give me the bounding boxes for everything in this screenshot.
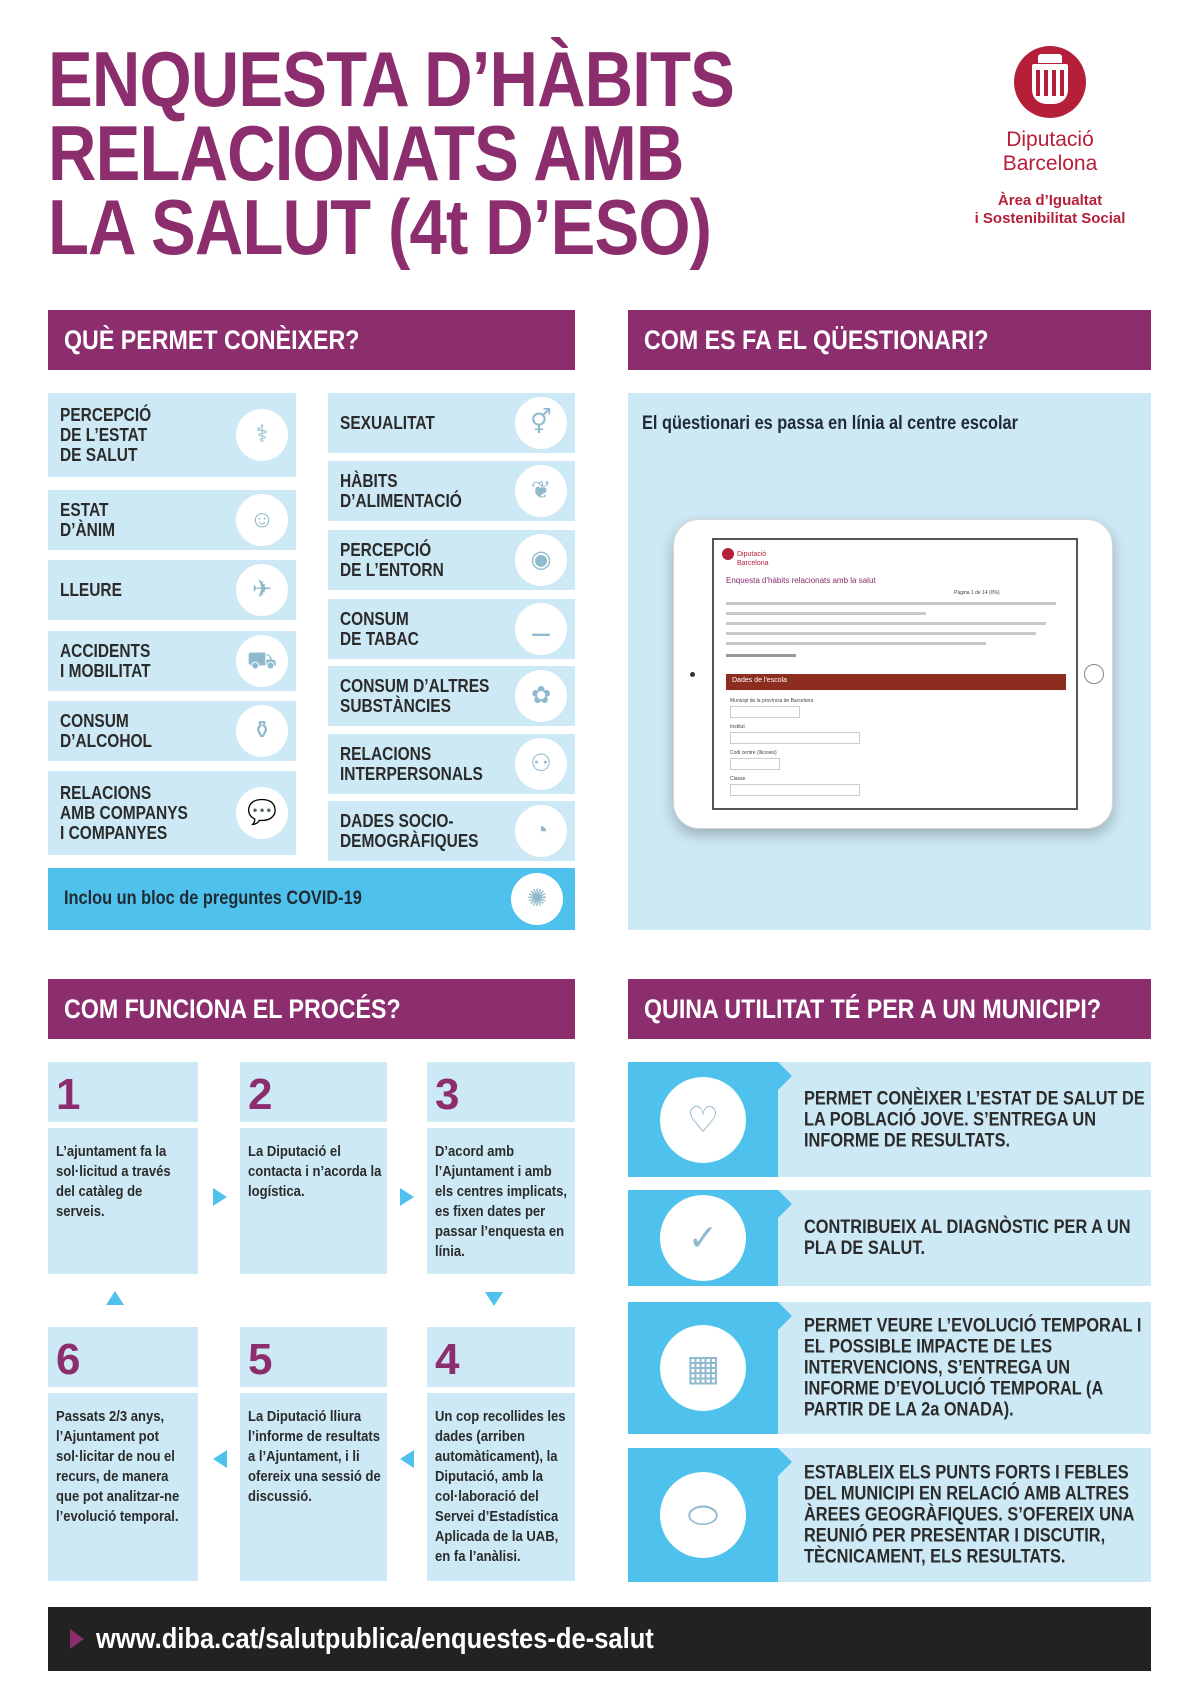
pie-chart-icon: ◔ (515, 805, 567, 857)
leisure-icon: ✈ (236, 564, 288, 616)
screen-select (730, 706, 800, 718)
utility-item: ▦ PERMET VEURE L’EVOLUCIÓ TEMPORAL I EL POSSIBLE IMPACTE DE LES INTERVENCIONS, S’ENTREGA UN INFORME D’EVOLUCIÓ TEMPORAL (A PARTIR DE LA 2a ONADA). (628, 1302, 1151, 1434)
topic-tile: CONSUM D’ALTRES SUBSTÀNCIES ✿ (328, 666, 575, 726)
tablet-home-button (1084, 664, 1104, 684)
diputacio-logo (945, 46, 1155, 246)
food-icon: ❦ (515, 465, 567, 517)
utility-item: ⬭ ESTABLEIX ELS PUNTS FORTS I FEBLES DEL MUNICIPI EN RELACIÓ AMB ALTRES ÀREES GEOGRÀFIQUES. S’OFEREIX UNA REUNIÓ PER PRESENTAR I DISCUTIR, TÈCNICAMENT, ELS RESULTATS. (628, 1448, 1151, 1582)
pills-icon: ⬭ (660, 1472, 746, 1558)
process-step: 1 L’ajuntament fa la sol·licitud a través del catàleg de serveis. (48, 1062, 198, 1274)
topic-tile: RELACIONS INTERPERSONALS ⚇ (328, 734, 575, 794)
cigarette-icon: ⚊ (515, 603, 567, 655)
person-icon: ☺ (236, 494, 288, 546)
section-header-utilitat: QUINA UTILITAT TÉ PER A UN MUNICIPI? (628, 979, 1151, 1039)
chat-bubbles-icon: 💬 (236, 787, 288, 839)
process-step: 2 La Diputació el contacta i n’acorda la logística. (240, 1062, 387, 1274)
document-check-icon: ✓ (660, 1195, 746, 1281)
arrow-down-icon (485, 1292, 503, 1306)
topic-tile: LLEURE ✈ (48, 560, 296, 620)
topic-tile: PERCEPCIÓ DE L’ESTAT DE SALUT ⚕ (48, 393, 296, 477)
utility-item: ✓ CONTRIBUEIX AL DIAGNÒSTIC PER A UN PLA DE SALUT. (628, 1190, 1151, 1286)
arrow-up-icon (106, 1291, 124, 1305)
arrow-right-icon (213, 1188, 227, 1206)
page-title (48, 35, 735, 271)
screen-section-bar: Dades de l'escola (726, 674, 1066, 690)
department-name: Àrea d’Igualtat i Sostenibilitat Social (974, 192, 1126, 227)
screen-page-indicator: Pàgina 1 de 14 (0%) (954, 590, 1000, 596)
screen-input (730, 732, 860, 744)
section-header-que-permet: QUÈ PERMET CONÈIXER? (48, 310, 575, 370)
substances-icon: ✿ (515, 670, 567, 722)
screen-input (730, 758, 780, 770)
eye-icon: ◉ (515, 534, 567, 586)
topic-tile: ESTAT D’ÀNIM ☺ (48, 490, 296, 550)
footer-bar (48, 1607, 1151, 1671)
virus-icon: ✺ (511, 873, 563, 925)
topic-tile: HÀBITS D’ALIMENTACIÓ ❦ (328, 461, 575, 521)
process-step: 4 Un cop recollides les dades (arriben automàticament), la Diputació, amb la col·laboració del Servei d’Estadística Aplicada de la UAB, en fa l’anàlisi. (427, 1327, 575, 1581)
arrow-left-icon (213, 1450, 227, 1468)
gender-symbols-icon: ⚥ (515, 397, 567, 449)
tablet-illustration (673, 519, 1113, 829)
section-header-com-es-fa: COM ES FA EL QÜESTIONARI? (628, 310, 1151, 370)
utility-item: ♡ PERMET CONÈIXER L’ESTAT DE SALUT DE LA POBLACIÓ JOVE. S’ENTREGA UN INFORME DE RESULTATS. (628, 1062, 1151, 1177)
people-network-icon: ⚇ (515, 738, 567, 790)
coat-of-arms-icon (1014, 46, 1086, 118)
title-line: LA SALUT (4t D’ESO) (48, 183, 712, 271)
questionnaire-panel (628, 393, 1151, 930)
topic-tile: ACCIDENTS I MOBILITAT ⛟ (48, 631, 296, 691)
arrow-right-icon (400, 1188, 414, 1206)
tablet-camera (690, 672, 695, 677)
topic-tile: DADES SOCIO- DEMOGRÀFIQUES ◔ (328, 801, 575, 861)
process-step: 5 La Diputació lliura l’informe de resultats a l’Ajuntament, i li ofereix una sessió de discussió. (240, 1327, 387, 1581)
screen-title: Enquesta d'hàbits relacionats amb la salut (726, 576, 876, 585)
person-heart-icon: ♡ (660, 1077, 746, 1163)
process-step: 6 Passats 2/3 anys, l’Ajuntament pot sol·licitar de nou el recurs, de manera que pot analitzar-ne l’evolució temporal. (48, 1327, 198, 1581)
arrow-left-icon (400, 1450, 414, 1468)
tablet-screen: Diputació Barcelona Enquesta d'hàbits relacionats amb la salut Pàgina 1 de 14 (0%) Dades de l'escola Municipi de la província de Barcelona Institut Codi centre (llicoses) Classe (712, 538, 1078, 810)
topic-tile: PERCEPCIÓ DE L’ENTORN ◉ (328, 530, 575, 590)
title-line: RELACIONATS AMB (48, 109, 684, 197)
calendar-icon: ▦ (660, 1325, 746, 1411)
screen-input (730, 784, 860, 796)
section-header-com-funciona: COM FUNCIONA EL PROCÉS? (48, 979, 575, 1039)
title-line: ENQUESTA D’HÀBITS (48, 35, 735, 123)
topic-tile: SEXUALITAT ⚥ (328, 393, 575, 453)
play-arrow-icon (70, 1629, 84, 1649)
questionnaire-description: El qüestionari es passa en línia al centre escolar (642, 413, 1018, 434)
topic-tile: RELACIONS AMB COMPANYS I COMPANYES 💬 (48, 771, 296, 855)
bottles-icon: ⚱ (236, 705, 288, 757)
topic-tile: CONSUM D’ALCOHOL ⚱ (48, 701, 296, 761)
stethoscope-icon: ⚕ (236, 409, 288, 461)
covid-banner: Inclou un bloc de preguntes COVID-19 ✺ (48, 868, 575, 930)
process-step: 3 D’acord amb l’Ajuntament i amb els centres implicats, es fixen dates per passar l’enquesta en línia. (427, 1062, 575, 1274)
screen-logo: Diputació Barcelona (722, 548, 769, 568)
org-name: Diputació Barcelona (1002, 128, 1098, 175)
footer-url-link[interactable]: www.diba.cat/salutpublica/enquestes-de-salut (96, 1623, 654, 1655)
vehicle-icon: ⛟ (236, 635, 288, 687)
topic-tile: CONSUM DE TABAC ⚊ (328, 599, 575, 659)
